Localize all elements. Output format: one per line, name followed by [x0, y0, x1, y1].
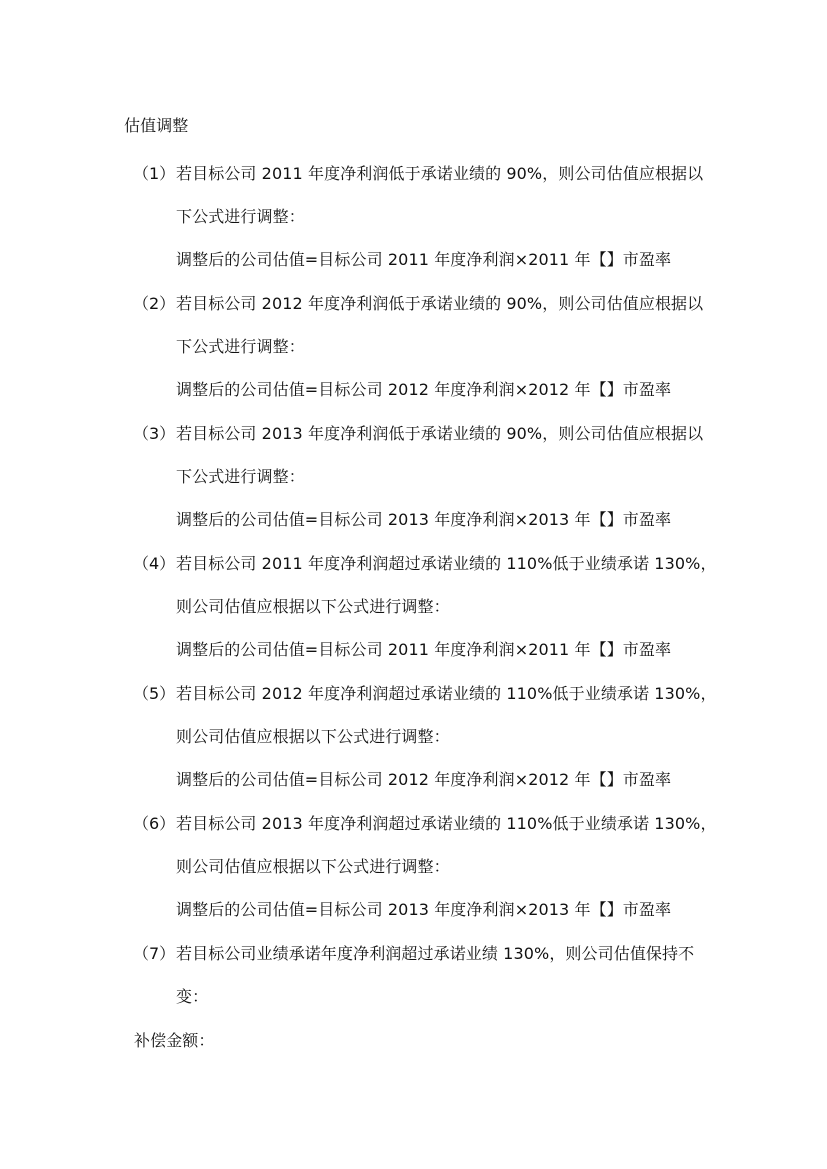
section-heading: 估值调整	[124, 116, 189, 135]
item-number: （5）	[133, 684, 176, 703]
item-text-line: 下公式进行调整：	[176, 337, 305, 356]
item-text-line: 若目标公司 2011 年度净利润低于承诺业绩的 90%，则公司估值应根据以	[176, 164, 704, 183]
item-text-line: 则公司估值应根据以下公式进行调整：	[176, 597, 450, 616]
item-text-line: 若目标公司业绩承诺年度净利润超过承诺业绩 130%，则公司估值保持不	[176, 944, 695, 963]
item-number: （7）	[133, 944, 176, 963]
item-text-line: 则公司估值应根据以下公式进行调整：	[176, 727, 450, 746]
item-text-line: 若目标公司 2013 年度净利润低于承诺业绩的 90%，则公司估值应根据以	[176, 424, 704, 443]
item-number: （4）	[133, 554, 176, 573]
item-text-line: 若目标公司 2013 年度净利润超过承诺业绩的 110%低于业绩承诺 130%，	[176, 814, 717, 833]
item-formula: 调整后的公司估值=目标公司 2013 年度净利润×2013 年【】市盈率	[176, 510, 672, 529]
item-text-line: 若目标公司 2011 年度净利润超过承诺业绩的 110%低于业绩承诺 130%，	[176, 554, 717, 573]
item-formula: 调整后的公司估值=目标公司 2012 年度净利润×2012 年【】市盈率	[176, 380, 672, 399]
item-formula: 调整后的公司估值=目标公司 2011 年度净利润×2011 年【】市盈率	[176, 250, 672, 269]
item-text-line: 下公式进行调整：	[176, 207, 305, 226]
item-text-line: 若目标公司 2012 年度净利润低于承诺业绩的 90%，则公司估值应根据以	[176, 294, 704, 313]
item-number: （6）	[133, 814, 176, 833]
item-formula: 调整后的公司估值=目标公司 2012 年度净利润×2012 年【】市盈率	[176, 770, 672, 789]
item-text-line: 下公式进行调整：	[176, 467, 305, 486]
item-number: （2）	[133, 294, 176, 313]
item-formula: 调整后的公司估值=目标公司 2013 年度净利润×2013 年【】市盈率	[176, 900, 672, 919]
item-formula: 调整后的公司估值=目标公司 2011 年度净利润×2011 年【】市盈率	[176, 640, 672, 659]
item-number: （1）	[133, 164, 176, 183]
item-text-line: 变：	[176, 987, 209, 1006]
item-number: （3）	[133, 424, 176, 443]
item-text-line: 若目标公司 2012 年度净利润超过承诺业绩的 110%低于业绩承诺 130%，	[176, 684, 717, 703]
compensation-heading: 补偿金额：	[134, 1031, 215, 1050]
item-text-line: 则公司估值应根据以下公式进行调整：	[176, 857, 450, 876]
